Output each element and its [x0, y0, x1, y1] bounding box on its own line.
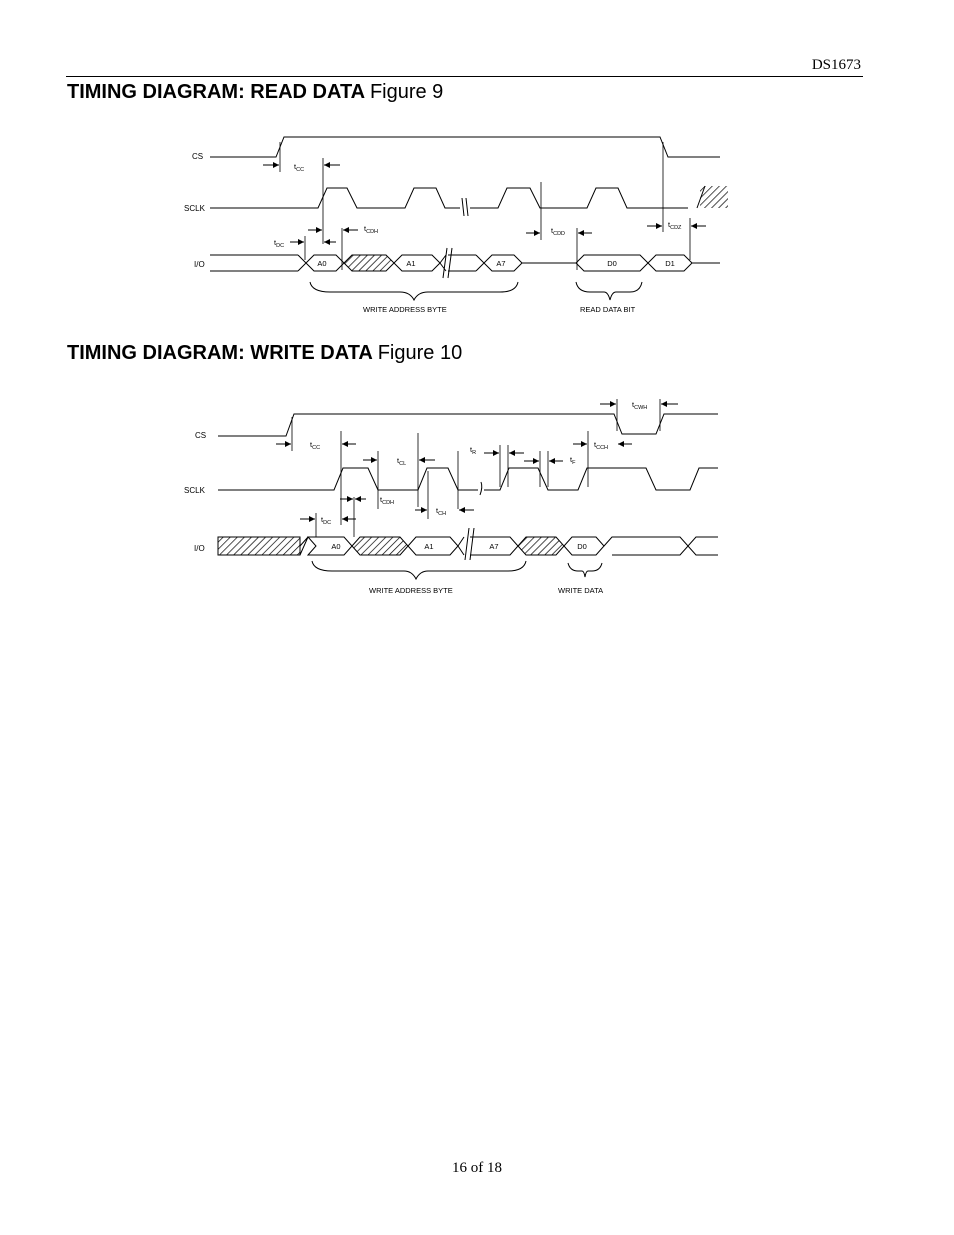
cell-a7: A7	[496, 259, 506, 268]
io-after-d0	[604, 537, 718, 555]
tcc-label: $t_{CC}$	[294, 162, 305, 173]
header-rule	[66, 76, 863, 77]
tdc-label: $t_{DC}$	[321, 515, 332, 526]
io-signal-label: I/O	[194, 544, 205, 553]
tf-label: $t_F$	[570, 455, 576, 466]
figure9-title: TIMING DIAGRAM: READ DATA	[67, 81, 365, 103]
tcch-label: $t_{CCH}$	[594, 440, 609, 451]
io-break	[458, 528, 482, 560]
write-data-timing-diagram	[0, 385, 954, 605]
cell-d0: D0	[607, 259, 617, 268]
io-hatch-a7-d0	[518, 537, 564, 555]
write-address-byte-label: WRITE ADDRESS BYTE	[369, 586, 453, 595]
document-id: DS1673	[811, 57, 861, 73]
figure10-number: Figure 10	[377, 342, 463, 364]
cs-waveform	[210, 137, 720, 157]
sclk-break	[462, 198, 468, 216]
tcl-label: $t_{CL}$	[397, 456, 407, 467]
tcwh-label: $t_{CWH}$	[632, 400, 648, 411]
write-address-byte-label: WRITE ADDRESS BYTE	[363, 305, 447, 314]
figure9-number: Figure 9	[369, 81, 444, 103]
io-hatch-a0-a1	[344, 255, 394, 271]
figure9-heading	[67, 81, 443, 104]
ref-lines	[280, 142, 690, 270]
io-dont-care-start	[218, 537, 300, 555]
page-number: 16 of 18	[452, 1160, 502, 1176]
read-data-timing-diagram	[0, 120, 954, 325]
sclk-waveform-cont	[484, 468, 718, 490]
tr-label: $t_R$	[470, 445, 477, 456]
figure10-heading	[67, 342, 462, 365]
io-a0-cell	[300, 537, 352, 555]
cell-a7: A7	[489, 542, 499, 551]
cell-a1: A1	[424, 542, 434, 551]
io-signal-label: I/O	[194, 260, 205, 269]
tch-label: $t_{CH}$	[436, 506, 447, 517]
sclk-waveform	[218, 468, 478, 490]
io-a7-cell	[482, 537, 518, 555]
io-a1-cell	[394, 255, 440, 271]
sclk-break	[480, 482, 482, 495]
io-hatch-a0-a1	[352, 537, 408, 555]
io-idle-line	[210, 255, 298, 271]
tcdh-label: $t_{CDH}$	[364, 224, 379, 235]
cell-a0: A0	[317, 259, 327, 268]
cs-signal-label: CS	[195, 431, 207, 440]
figure10-title: TIMING DIAGRAM: WRITE DATA	[67, 342, 373, 364]
cell-d0: D0	[577, 542, 587, 551]
sclk-waveform	[210, 188, 460, 208]
io-break	[440, 248, 476, 278]
write-data-label: WRITE DATA	[558, 586, 604, 595]
tdc-label: $t_{DC}$	[274, 238, 285, 249]
write-address-brace	[312, 561, 526, 579]
write-address-brace	[310, 282, 518, 300]
cell-a0: A0	[331, 542, 341, 551]
read-data-bit-label: READ DATA BIT	[580, 305, 636, 314]
write-data-brace	[568, 563, 602, 577]
sclk-signal-label: SCLK	[184, 204, 205, 213]
tcdh-label: $t_{CDH}$	[380, 495, 395, 506]
sclk-waveform-cont	[470, 188, 688, 208]
tcdz-label: $t_{CDZ}$	[668, 220, 682, 231]
tcc-label: $t_{CC}$	[310, 440, 321, 451]
cs-signal-label: CS	[192, 152, 204, 161]
cell-a1: A1	[406, 259, 416, 268]
read-data-brace	[576, 282, 642, 300]
cell-d1: D1	[665, 259, 675, 268]
tcdd-label: $t_{CDD}$	[551, 226, 566, 237]
sclk-signal-label: SCLK	[184, 486, 205, 495]
cs-waveform	[218, 414, 718, 436]
